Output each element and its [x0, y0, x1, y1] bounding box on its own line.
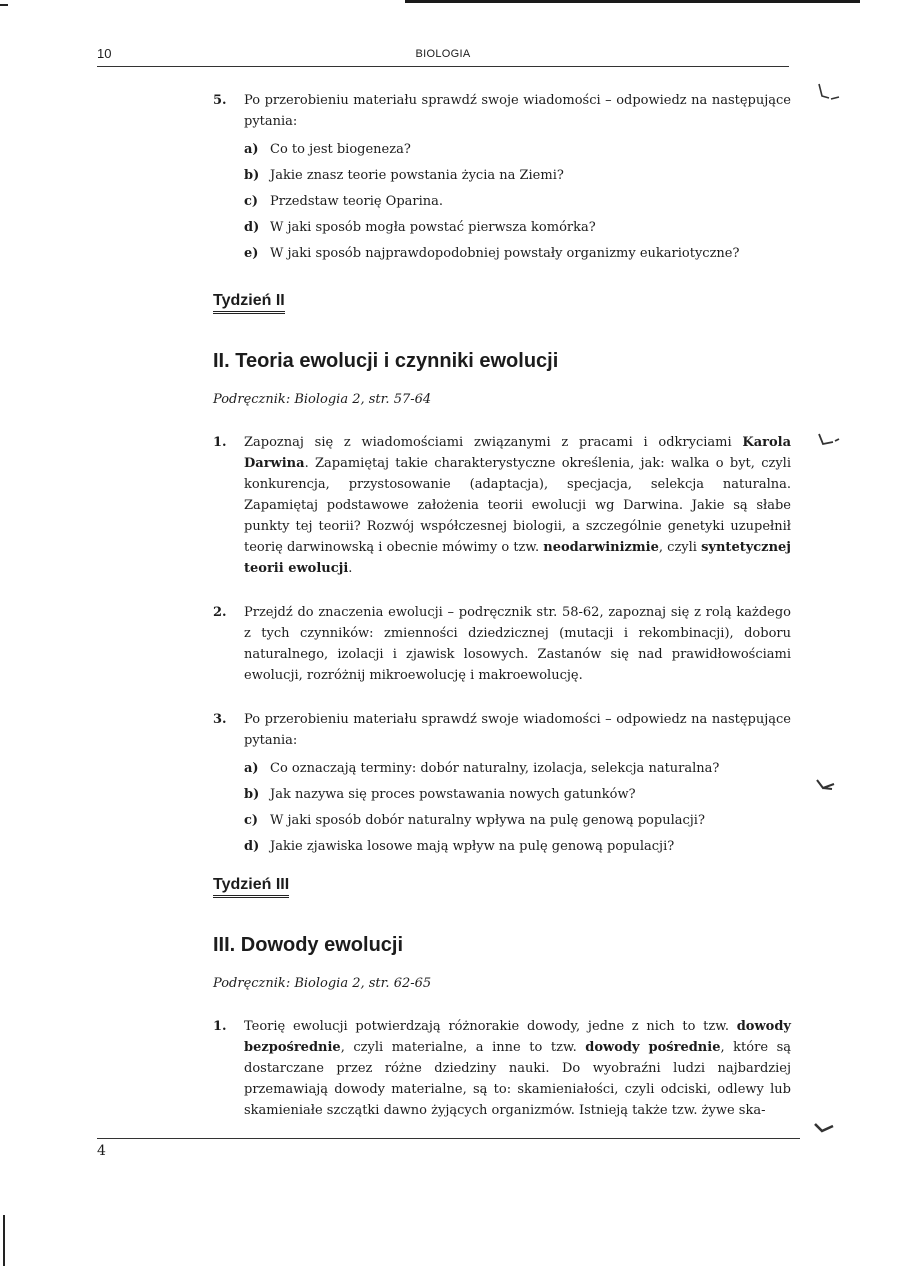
- question-letter: e): [244, 246, 259, 261]
- question-item: [244, 163, 791, 189]
- question-letter: b): [244, 168, 260, 183]
- week2-item-2: [213, 602, 791, 686]
- question-letter: d): [244, 220, 260, 235]
- scan-edge-mark: [0, 4, 8, 6]
- item-text: Zapoznaj się z wiadomościami związanymi z pracami i odkryciami: [244, 435, 743, 450]
- question-letter: c): [244, 813, 259, 828]
- item-text: .: [348, 561, 353, 576]
- question-text: Jak nazywa się proces powstawania nowych gatunków?: [270, 787, 636, 802]
- question-item: [244, 189, 791, 215]
- item-text: , które są dostarczane przez różne dziedziny nauki. Do wyobraźni ludzi najbardziej przemawiają dowody materialne, są to: skamieniałości, czyli odciski, odlewy lub skamieniałe szczątki dawno żyjących organizmów. Istnieją także tzw. żywe ska-: [244, 1040, 791, 1118]
- question-text: Przedstaw teorię Oparina.: [270, 194, 444, 209]
- page-header: [97, 46, 789, 67]
- textbook-reference: Podręcznik: Biologia 2, str. 62-65: [213, 976, 432, 991]
- question-item: [244, 808, 791, 834]
- item-text: . Zapamiętaj takie charakterystyczne określenia, jak: walka o byt, czyli konkurencja, przystosowanie (adaptacja), specjacja, selekcja naturalna. Zapamiętaj podstawowe założenia teorii ewolucji wg Darwina. Jakie są słabe punkty tej teorii? Rozwój współczesnej biologii, a szczególnie genetyki uzupełnił teorię darwinowską i obecnie mówimy o tzw.: [244, 456, 791, 555]
- bold-term: dowody bezpośrednie: [244, 1019, 791, 1055]
- intro-item: [213, 90, 791, 267]
- margin-tick-icon: [812, 1120, 836, 1136]
- top-scan-rule: [405, 0, 860, 3]
- item-text: Po przerobieniu materiału sprawdź swoje wiadomości – odpowiedz na następujące pytania:: [244, 93, 791, 129]
- item-number: 1.: [213, 1019, 227, 1034]
- question-text: Jakie znasz teorie powstania życia na Ziemi?: [270, 168, 564, 183]
- footer-rule: [97, 1138, 800, 1139]
- question-text: Co oznaczają terminy: dobór naturalny, izolacja, selekcja naturalna?: [270, 761, 720, 776]
- section-title: II. Teoria ewolucji i czynniki ewolucji: [213, 350, 559, 372]
- question-text: Jakie zjawiska losowe mają wpływ na pulę genową populacji?: [270, 839, 675, 854]
- textbook-reference: Podręcznik: Biologia 2, str. 57-64: [213, 392, 432, 407]
- question-item: [244, 215, 791, 241]
- bold-term: syntetycznej teorii ewolucji: [244, 540, 791, 576]
- header-page-number: 10: [97, 46, 112, 61]
- item-text: Przejdź do znaczenia ewolucji – podręcznik str. 58-62, zapoznaj się z rolą każdego z tych czynników: zmienności dziedzicznej (mutacji i rekombinacji), doboru naturalnego, izolacji i zjawisk losowych. Zastanów się nad prawidłowościami ewolucji, rozróżnij mikroewolucję i makroewolucję.: [244, 605, 791, 683]
- question-letter: d): [244, 839, 260, 854]
- item-number: 2.: [213, 605, 227, 620]
- week-label: Tydzień III: [213, 876, 289, 898]
- item-number: 3.: [213, 712, 227, 727]
- item-text: Teorię ewolucji potwierdzają różnorakie dowody, jedne z nich to tzw.: [244, 1019, 737, 1034]
- item-text: , czyli materialne, a inne to tzw.: [340, 1040, 586, 1055]
- bold-term: Karola Darwina: [244, 435, 791, 471]
- question-letter: c): [244, 194, 259, 209]
- question-text: W jaki sposób dobór naturalny wpływa na pulę genową populacji?: [270, 813, 705, 828]
- intro-questions: [244, 137, 791, 267]
- margin-tick-icon: [815, 430, 841, 450]
- page-content: [213, 90, 791, 1121]
- section-title: III. Dowody ewolucji: [213, 934, 404, 956]
- question-item: [244, 241, 791, 267]
- question-letter: a): [244, 142, 259, 157]
- item-text: , czyli: [658, 540, 702, 555]
- week2-item-3: [213, 709, 791, 860]
- question-item: [244, 782, 791, 808]
- running-title: BIOLOGIA: [415, 48, 471, 60]
- margin-tick-icon: [814, 776, 838, 792]
- question-item: [244, 834, 791, 860]
- scan-edge-bar: [3, 1215, 5, 1266]
- week2-questions: [244, 756, 791, 860]
- question-item: [244, 756, 791, 782]
- question-letter: a): [244, 761, 259, 776]
- week2-item-1: [213, 432, 791, 579]
- question-letter: b): [244, 787, 260, 802]
- question-text: Co to jest biogeneza?: [270, 142, 411, 157]
- item-number: 1.: [213, 435, 227, 450]
- question-item: [244, 137, 791, 163]
- bold-term: dowody pośrednie: [585, 1040, 721, 1055]
- question-text: W jaki sposób najprawdopodobniej powstały organizmy eukariotyczne?: [270, 246, 740, 261]
- margin-tick-icon: [815, 82, 841, 104]
- footer-page-number: 4: [97, 1143, 106, 1159]
- item-text: Po przerobieniu materiału sprawdź swoje wiadomości – odpowiedz na następujące pytania:: [244, 712, 791, 748]
- question-text: W jaki sposób mogła powstać pierwsza komórka?: [270, 220, 596, 235]
- week3-item-1: [213, 1016, 791, 1121]
- item-number: 5.: [213, 93, 227, 108]
- week-label: Tydzień II: [213, 292, 285, 314]
- bold-term: neodarwinizmie: [543, 540, 659, 555]
